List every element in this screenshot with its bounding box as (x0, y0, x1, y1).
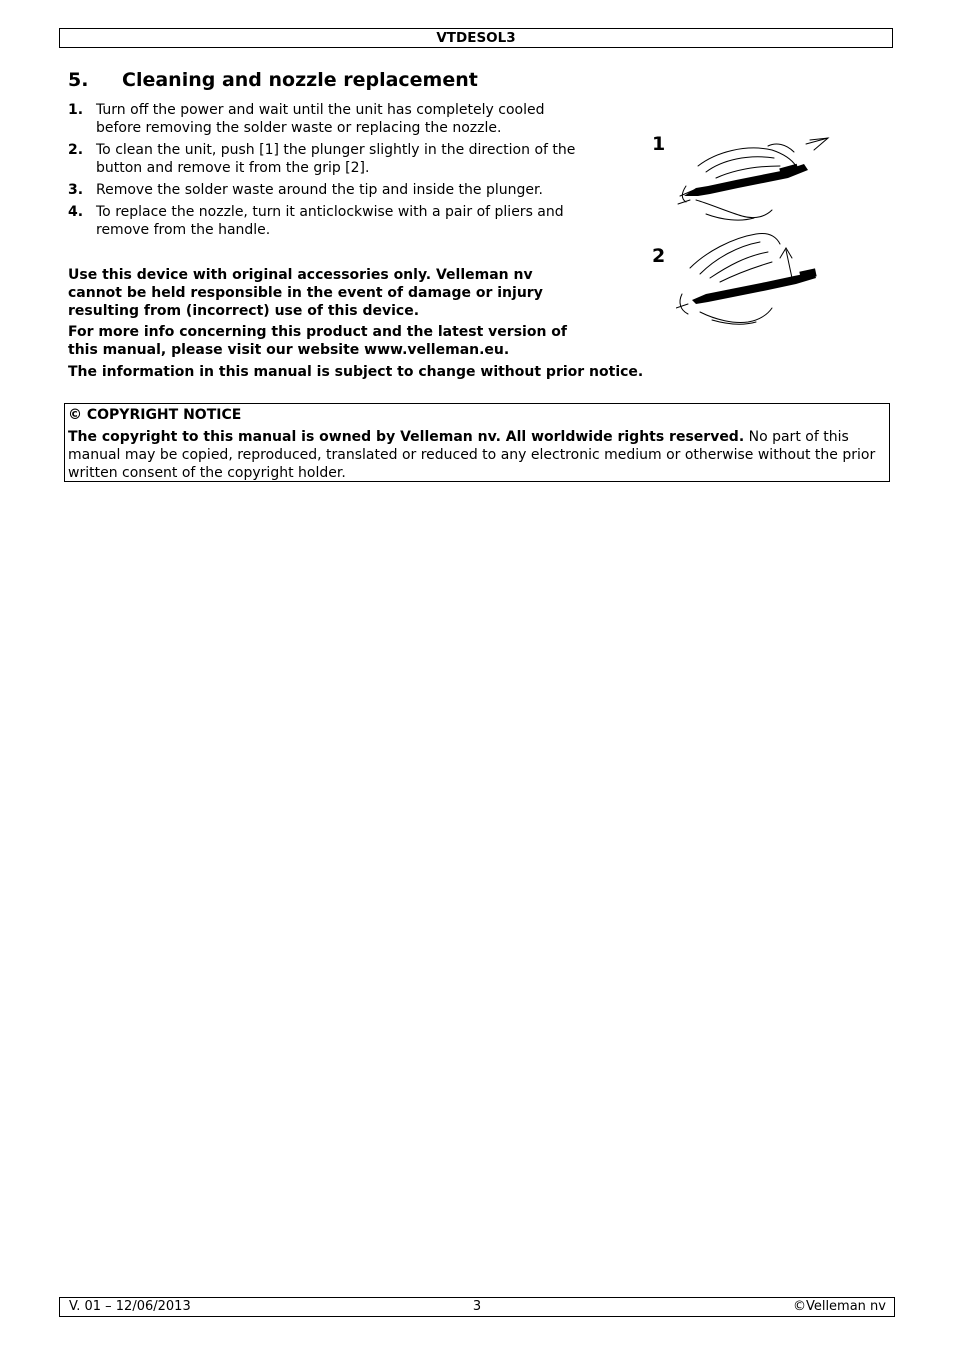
section-number: 5. (68, 69, 89, 91)
hand-removing-plunger-illustration (676, 228, 832, 326)
website-notice: For more info concerning this product and the latest version of this manual, please visit our website www.velleman.eu. (68, 324, 567, 358)
figure-label-1: 1 (652, 133, 666, 155)
list-item (68, 203, 578, 239)
step-number: 3. (68, 182, 84, 198)
step-text: To replace the nozzle, turn it anticlockwise with a pair of pliers and remove from the handle. (96, 204, 564, 238)
hand-pushing-plunger-illustration (676, 130, 832, 222)
step-number: 2. (68, 142, 84, 158)
document-footer (59, 1297, 895, 1317)
list-item (68, 101, 578, 137)
section-title (68, 68, 478, 92)
footer-company: ©Velleman nv (792, 1299, 886, 1314)
step-text: To clean the unit, push [1] the plunger slightly in the direction of the button and remove it from the grip [2]. (96, 142, 576, 176)
list-item (68, 181, 578, 199)
copyright-notice (64, 403, 890, 482)
copyright-text: No part of this manual may be copied, reproduced, translated or reduced to any electronic medium or otherwise without the prior written consent of the copyright holder. (68, 429, 876, 481)
copyright-bold-text: The copyright to this manual is owned by Velleman nv. All worldwide rights reserved. (68, 429, 745, 445)
header-title: VTDESOL3 (436, 30, 516, 46)
list-item (68, 141, 578, 177)
step-number: 4. (68, 204, 84, 220)
accessories-notice: Use this device with original accessories only. Velleman nv cannot be held responsible in the event of damage or injury resulting from (incorrect) use of this device. (68, 267, 543, 319)
steps-list (68, 101, 578, 243)
step-text: Turn off the power and wait until the unit has completely cooled before removing the solder waste or replacing the nozzle. (96, 102, 545, 136)
step-text: Remove the solder waste around the tip and inside the plunger. (96, 182, 543, 198)
document-header (59, 28, 893, 48)
copyright-title: © COPYRIGHT NOTICE (68, 407, 242, 423)
step-number: 1. (68, 102, 84, 118)
footer-version: V. 01 – 12/06/2013 (69, 1299, 191, 1314)
footer-page-number: 3 (472, 1299, 482, 1314)
figure-label-2: 2 (652, 245, 666, 267)
section-title-text: Cleaning and nozzle replacement (122, 69, 478, 91)
change-notice: The information in this manual is subject to change without prior notice. (68, 364, 644, 380)
